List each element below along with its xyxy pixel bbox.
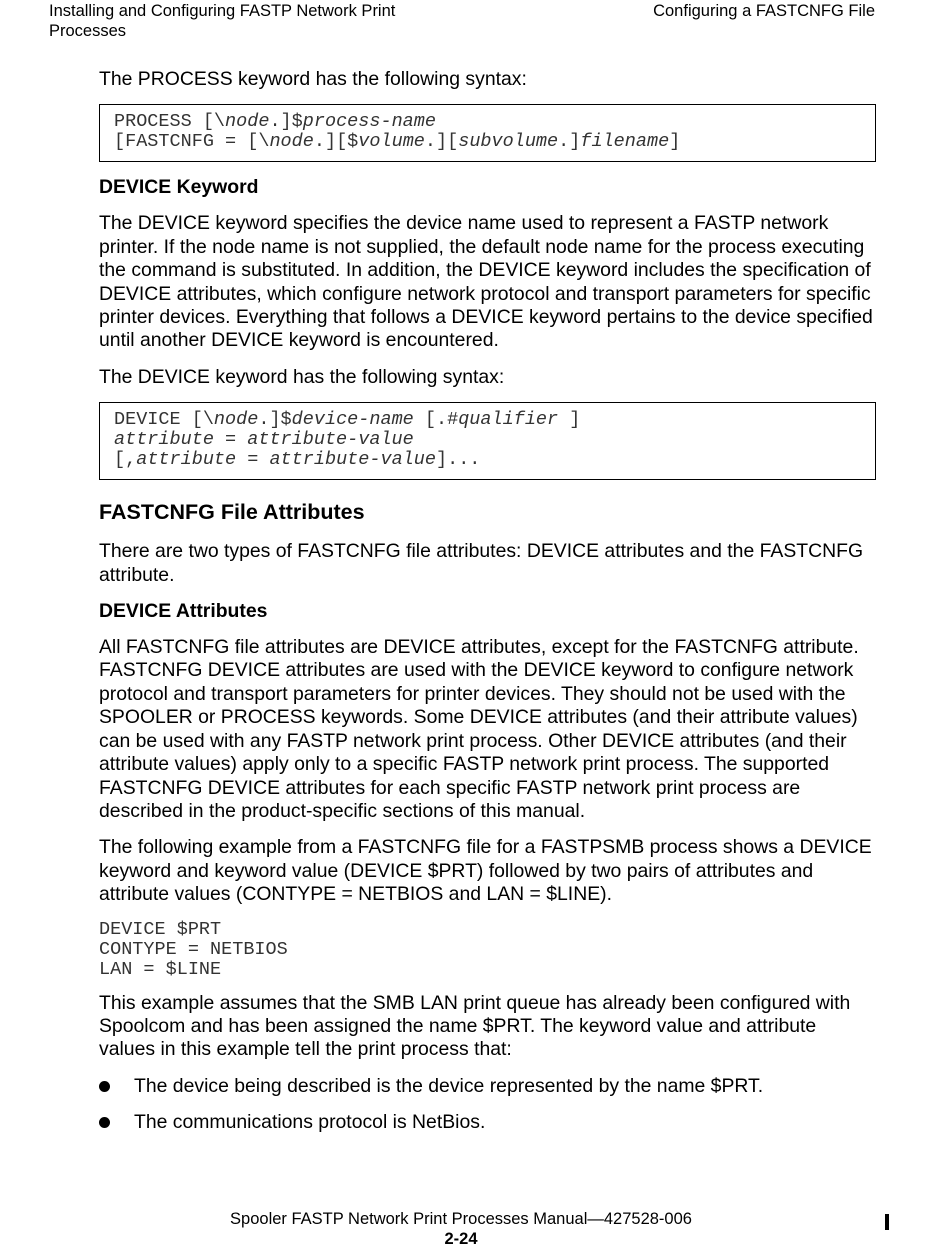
device-attributes-heading: DEVICE Attributes bbox=[99, 600, 268, 623]
device-syntax-intro: The DEVICE keyword has the following syntax: bbox=[99, 365, 505, 388]
device-keyword-heading: DEVICE Keyword bbox=[99, 176, 259, 199]
device-syntax-line-2: attribute = attribute-value bbox=[114, 429, 414, 451]
running-header-left: Installing and Configuring FASTP Network Print Processes bbox=[49, 2, 396, 40]
device-keyword-body: The DEVICE keyword specifies the device name used to represent a FASTP network printer. If the node name is not supplied, the default node name for the process executing the command is substituted. In addition, the DEVICE keyword includes the specification of DEVICE attributes, which configure network protocol and transport parameters for specific printer devices. Everything that follows a DEVICE keyword pertains to the device specified until another DEVICE keyword is encountered. bbox=[99, 212, 873, 352]
running-header-right: Configuring a FASTCNFG File bbox=[653, 2, 875, 20]
device-syntax-box bbox=[99, 402, 876, 480]
code-line: LAN = $LINE bbox=[99, 958, 222, 980]
bullet-icon bbox=[99, 1117, 110, 1128]
process-syntax-line-1: PROCESS [\node.]$process-name bbox=[114, 111, 436, 133]
change-bar bbox=[885, 1214, 889, 1230]
device-syntax-line-1: DEVICE [\node.]$device-name [.#qualifier ] bbox=[114, 409, 581, 431]
list-item-text: The device being described is the device represented by the name $PRT. bbox=[134, 1074, 764, 1097]
bullet-icon bbox=[99, 1081, 110, 1092]
file-attributes-body: There are two types of FASTCNFG file attributes: DEVICE attributes and the FASTCNFG attribute. bbox=[99, 540, 864, 586]
page-content bbox=[99, 68, 876, 1147]
code-example bbox=[99, 920, 876, 980]
process-syntax-box bbox=[99, 104, 876, 162]
file-attributes-heading: FASTCNFG File Attributes bbox=[99, 500, 365, 525]
device-attributes-body-3: This example assumes that the SMB LAN print queue has already been configured with Spoolcom and has been assigned the name $PRT. The keyword value and attribute values in this example tell the print process that: bbox=[99, 991, 851, 1061]
footer-page-number: 2-24 bbox=[444, 1230, 478, 1248]
code-line: DEVICE $PRT bbox=[99, 918, 222, 940]
list-item bbox=[99, 1111, 876, 1134]
device-attributes-body-1: All FASTCNFG file attributes are DEVICE attributes, except for the FASTCNFG attribute. FASTCNFG DEVICE attributes are used with the DEVICE keyword to configure network protocol and transport parameters for printer devices. They should not be used with the SPOOLER or PROCESS keywords. Some DEVICE attributes (and their attribute values) can be used with any FASTP network print process. Other DEVICE attributes (and their attribute values) apply only to a specific FASTP network print process. The supported FASTCNFG DEVICE attributes for each specific FASTP network print process are described in the product-specific sections of this manual. bbox=[99, 636, 859, 822]
device-attributes-body-2: The following example from a FASTCNFG file for a FASTPSMB process shows a DEVICE keyword and keyword value (DEVICE $PRT) followed by two pairs of attributes and attribute values (CONTYPE = NETBIOS and LAN = $LINE). bbox=[99, 836, 872, 906]
footer-manual-title: Spooler FASTP Network Print Processes Manual—427528-006 bbox=[230, 1210, 692, 1228]
process-syntax-intro: The PROCESS keyword has the following syntax: bbox=[99, 68, 527, 90]
device-syntax-line-3: [,attribute = attribute-value]... bbox=[114, 449, 481, 471]
code-line: CONTYPE = NETBIOS bbox=[99, 938, 288, 960]
list-item-text: The communications protocol is NetBios. bbox=[134, 1110, 486, 1133]
bullet-list bbox=[99, 1075, 876, 1134]
process-syntax-line-2: [FASTCNFG = [\node.][$volume.][subvolume.]filename] bbox=[114, 131, 681, 153]
list-item bbox=[99, 1075, 876, 1098]
